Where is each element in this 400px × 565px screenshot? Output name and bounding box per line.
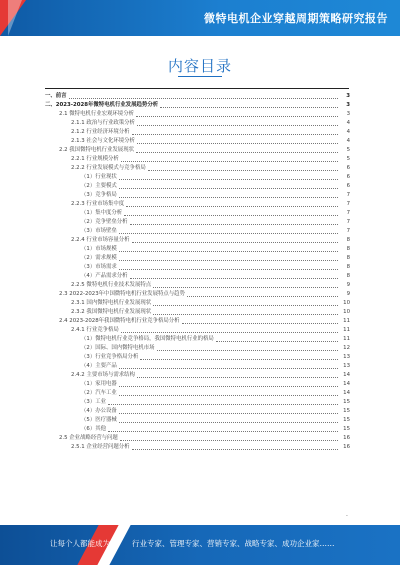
toc-leader-dots [119,413,338,414]
toc-entry-text: 2.5.1 企业经营问题分析 [71,444,130,450]
toc-heading: 内容目录 [167,57,232,75]
toc-entry[interactable] [45,398,350,407]
toc-entry[interactable] [45,290,350,299]
toc-leader-dots [119,197,338,198]
toc-entry[interactable] [45,119,350,128]
toc-entry-text: 2.1.2 行业经济环境分析 [71,129,130,135]
toc-top-rule [45,88,349,89]
toc-leader-dots [153,287,338,288]
toc-entry-text: （2）需求规模 [81,255,117,261]
toc-page-number: 16 [343,435,350,441]
toc-entry-text: 2.2.1 行业规模分析 [71,156,119,162]
page-marker: - [346,513,348,519]
toc-leader-dots [130,278,338,279]
toc-entry-text: 二、2023-2028年微特电机行业发展趋势分析 [45,102,159,108]
toc-entry[interactable] [45,164,350,173]
toc-leader-dots [119,386,338,387]
table-of-contents [45,92,350,452]
toc-entry[interactable] [45,389,350,398]
toc-leader-dots [119,179,338,180]
toc-leader-dots [119,269,338,270]
toc-entry-text: （3）行业竞争格局分析 [81,354,139,360]
header-light-accent [8,0,22,36]
toc-leader-dots [137,377,338,378]
toc-leader-dots [120,440,338,441]
toc-page-number: 12 [343,345,350,351]
toc-page-number: 15 [343,426,350,432]
toc-page-number: 4 [346,129,350,135]
toc-leader-dots [121,161,338,162]
toc-entry-text: 2.1.3 社会与文化环境分析 [71,138,135,144]
toc-entry-text: （1）市场规模 [81,246,117,252]
toc-leader-dots [153,305,338,306]
toc-page-number: 3 [346,93,350,99]
toc-entry[interactable] [45,110,350,119]
toc-entry-text: （3）市场壁垒 [81,228,117,234]
toc-entry-text: 2.2.5 微特电机行业技术发展特点 [71,282,152,288]
toc-leader-dots [148,170,338,171]
toc-entry[interactable] [45,380,350,389]
toc-leader-dots [132,242,338,243]
toc-leader-dots [153,314,338,315]
toc-entry[interactable] [45,227,350,236]
report-footer [0,525,400,565]
report-title: 微特电机企业穿越周期策略研究报告 [204,12,388,25]
toc-page-number: 13 [343,354,350,360]
toc-entry-text: （6）其他 [81,426,106,432]
toc-page-number: 11 [343,318,350,324]
toc-leader-dots [108,404,338,405]
toc-page-number: 7 [346,228,350,234]
toc-entry-text: 2.1.1 政治与行业政策分析 [71,120,135,126]
toc-leader-dots [69,98,338,99]
toc-page-number: 10 [343,300,350,306]
toc-entry[interactable] [45,137,350,146]
toc-entry-text: （2）主要模式 [81,183,117,189]
toc-leader-dots [121,332,338,333]
toc-entry-text: 2.2 我国微特电机行业发展现状 [59,147,134,153]
toc-page-number: 15 [343,399,350,405]
toc-entry-text: （2）汽车工业 [81,390,117,396]
toc-page-number: 11 [343,336,350,342]
toc-entry-text: 2.4 2023-2028年我国微特电机行业竞争格局分析 [59,318,180,324]
toc-leader-dots [119,422,338,423]
toc-entry[interactable] [45,254,350,263]
toc-entry[interactable] [45,128,350,137]
toc-entry-text: 2.3.1 国内微特电机行业发展现状 [71,300,152,306]
toc-entry[interactable] [45,407,350,416]
toc-page-number: 16 [343,444,350,450]
toc-page-number: 7 [346,192,350,198]
toc-entry[interactable] [45,308,350,317]
toc-page-number: 13 [343,363,350,369]
toc-page-number: 10 [343,309,350,315]
toc-page-number: 15 [343,417,350,423]
toc-entry[interactable] [45,335,350,344]
toc-entry[interactable] [45,371,350,380]
toc-entry[interactable] [45,209,350,218]
toc-entry[interactable] [45,173,350,182]
toc-entry-text: 2.5 企业战略经营与问题 [59,435,118,441]
toc-entry-text: （3）竞争格局 [81,192,117,198]
toc-page-number: 14 [343,372,350,378]
toc-entry-text: 2.2.3 行业市场集中度 [71,201,125,207]
footer-roles: 行业专家、管理专家、营销专家、战略专家、成功企业家…… [132,539,335,548]
report-header [0,0,400,36]
toc-entry[interactable] [45,218,350,227]
toc-entry[interactable] [45,272,350,281]
toc-page-number: 15 [343,408,350,414]
toc-leader-dots [216,341,338,342]
toc-leader-dots [119,368,338,369]
toc-entry-text: 2.4.2 主要市场与需求结构 [71,372,135,378]
toc-entry-text: （1）微特电机行业竞争格局，我国微特电机行业的格局 [81,336,214,342]
toc-entry-text: （1）家用电器 [81,381,117,387]
toc-entry[interactable] [45,281,350,290]
toc-page-number: 4 [346,138,350,144]
toc-entry[interactable] [45,155,350,164]
toc-entry[interactable] [45,146,350,155]
toc-entry[interactable] [45,200,350,209]
toc-page-number: 9 [346,291,350,297]
toc-entry[interactable] [45,263,350,272]
toc-leader-dots [132,134,338,135]
toc-entry-text: （3）工业 [81,399,106,405]
toc-entry-text: 一、前言 [45,93,67,99]
toc-page-number: 9 [346,282,350,288]
toc-entry[interactable] [45,236,350,245]
toc-entry-text: （1）集中度分析 [81,210,123,216]
toc-page-number: 3 [346,111,350,117]
toc-page-number: 5 [346,147,350,153]
toc-page-number: 7 [346,219,350,225]
toc-page-number: 8 [346,246,350,252]
toc-entry-text: （3）市场需求 [81,264,117,270]
toc-page-number: 8 [346,255,350,261]
toc-heading-underline [178,76,222,77]
toc-entry[interactable] [45,443,350,452]
toc-leader-dots [136,116,338,117]
toc-page-number: 8 [346,237,350,243]
toc-entry[interactable] [45,416,350,425]
toc-leader-dots [132,449,338,450]
toc-page-number: 14 [343,390,350,396]
toc-entry[interactable] [45,101,350,110]
toc-leader-dots [126,206,338,207]
toc-entry[interactable] [45,362,350,371]
toc-entry-text: （2）国际、国内微特电机市场 [81,345,155,351]
toc-page-number: 7 [346,210,350,216]
toc-entry-text: （5）医疗器械 [81,417,117,423]
toc-entry-text: 2.4.1 行业竞争格局 [71,327,119,333]
toc-entry[interactable] [45,191,350,200]
toc-page-number: 6 [346,183,350,189]
toc-page-number: 7 [346,201,350,207]
toc-leader-dots [119,395,338,396]
toc-leader-dots [130,224,338,225]
toc-entry[interactable] [45,317,350,326]
toc-leader-dots [136,152,338,153]
toc-leader-dots [187,296,338,297]
toc-leader-dots [119,188,338,189]
toc-entry[interactable] [45,434,350,443]
toc-leader-dots [108,431,338,432]
toc-entry[interactable] [45,245,350,254]
toc-leader-dots [124,215,338,216]
toc-entry-text: 2.3.2 我国微特电机行业发展现状 [71,309,152,315]
toc-entry-text: （4）产品需求分析 [81,273,128,279]
toc-entry-text: 2.1 微特电机行业宏观环境分析 [59,111,134,117]
toc-entry[interactable] [45,425,350,434]
toc-page-number: 4 [346,120,350,126]
toc-page-number: 8 [346,264,350,270]
toc-leader-dots [137,125,338,126]
toc-page-number: 14 [343,381,350,387]
toc-entry-text: 2.2.2 行业发展模式与竞争格局 [71,165,146,171]
toc-entry-text: （1）行业现状 [81,174,117,180]
toc-entry[interactable] [45,92,350,101]
toc-entry[interactable] [45,353,350,362]
toc-leader-dots [119,251,338,252]
toc-leader-dots [160,107,338,108]
toc-entry-text: （2）竞争壁垒分析 [81,219,128,225]
footer-slogan: 让每个人都能成为 [50,539,110,548]
toc-leader-dots [119,233,338,234]
toc-leader-dots [137,143,338,144]
toc-entry-text: 2.2.4 行业市场容量分析 [71,237,130,243]
toc-leader-dots [119,260,338,261]
toc-page-number: 6 [346,174,350,180]
toc-leader-dots [182,323,338,324]
toc-leader-dots [140,359,338,360]
toc-page-number: 3 [346,102,350,108]
toc-entry-text: （4）主要产品 [81,363,117,369]
toc-page-number: 6 [346,165,350,171]
toc-entry-text: 2.3 2022-2023年中国微特电机行业发展特点与趋势 [59,291,185,297]
toc-entry[interactable] [45,182,350,191]
toc-page-number: 8 [346,273,350,279]
toc-leader-dots [157,350,338,351]
toc-entry[interactable] [45,344,350,353]
toc-entry[interactable] [45,299,350,308]
toc-entry-text: （4）办公设备 [81,408,117,414]
toc-page-number: 5 [346,156,350,162]
toc-page-number: 11 [343,327,350,333]
toc-entry[interactable] [45,326,350,335]
